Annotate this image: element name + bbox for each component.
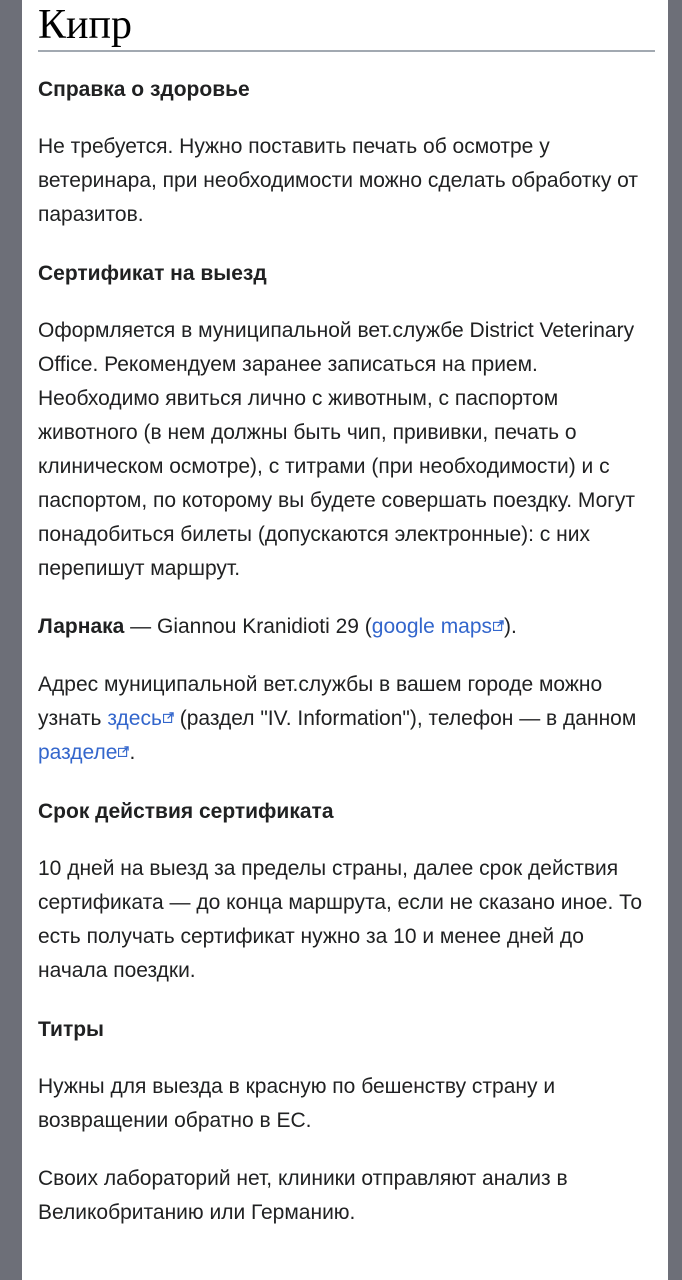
section-heading-validity: Срок действия сертификата xyxy=(38,800,334,823)
page-title: Кипр xyxy=(38,0,655,52)
section-link-text: разделе xyxy=(38,741,118,764)
address-text-2: (раздел "IV. Information"), телефон — в данном xyxy=(173,707,637,730)
section-heading-exit-certificate: Сертификат на выезд xyxy=(38,262,267,285)
article-content xyxy=(38,74,650,1230)
section-link[interactable] xyxy=(38,741,129,764)
article-page xyxy=(22,0,668,1280)
google-maps-link-text: google maps xyxy=(371,615,493,638)
address-end: . xyxy=(129,741,136,764)
larnaca-close: ). xyxy=(504,615,517,638)
section-heading-health: Справка о здоровье xyxy=(38,78,250,101)
titers-paragraph-2: Своих лабораторий нет, клиники отправляют анализ в Великобританию или Германию. xyxy=(38,1167,568,1224)
larnaca-address: — Giannou Kranidioti 29 ( xyxy=(124,615,372,638)
health-paragraph: Не требуется. Нужно поставить печать об осмотре у ветеринара, при необходимости можно сделать обработку от паразитов. xyxy=(38,135,639,226)
exit-certificate-paragraph: Оформляется в муниципальной вет.службе District Veterinary Office. Рекомендуем заранее записаться на прием. Необходимо явиться лично с животным, с паспортом животного (в нем должны быть чип, прививки, печать о клиническом осмотре), с титрами (при необходимости) и с паспортом, по которому вы будете совершать поездку. Могут понадобиться билеты (допускаются электронные): с них перепишут маршрут. xyxy=(38,319,636,580)
larnaca-paragraph xyxy=(38,610,650,644)
address-text-1: Адрес муниципальной вет.службы в вашем городе можно узнать xyxy=(38,673,603,730)
external-link-icon xyxy=(118,746,129,757)
external-link-icon xyxy=(493,620,504,631)
section-heading-titers: Титры xyxy=(38,1018,104,1041)
here-link[interactable] xyxy=(107,707,174,730)
titers-paragraph-1: Нужны для выезда в красную по бешенству страну и возвращении обратно в ЕС. xyxy=(38,1075,556,1132)
validity-paragraph: 10 дней на выезд за пределы страны, далее срок действия сертификата — до конца маршрута, если не сказано иное. То есть получать сертификат нужно за 10 и менее дней до начала поездки. xyxy=(38,857,643,982)
address-paragraph xyxy=(38,668,650,770)
here-link-text: здесь xyxy=(107,707,162,730)
larnaca-city-label: Ларнака xyxy=(38,615,125,638)
external-link-icon xyxy=(163,712,174,723)
google-maps-link[interactable] xyxy=(372,615,504,638)
